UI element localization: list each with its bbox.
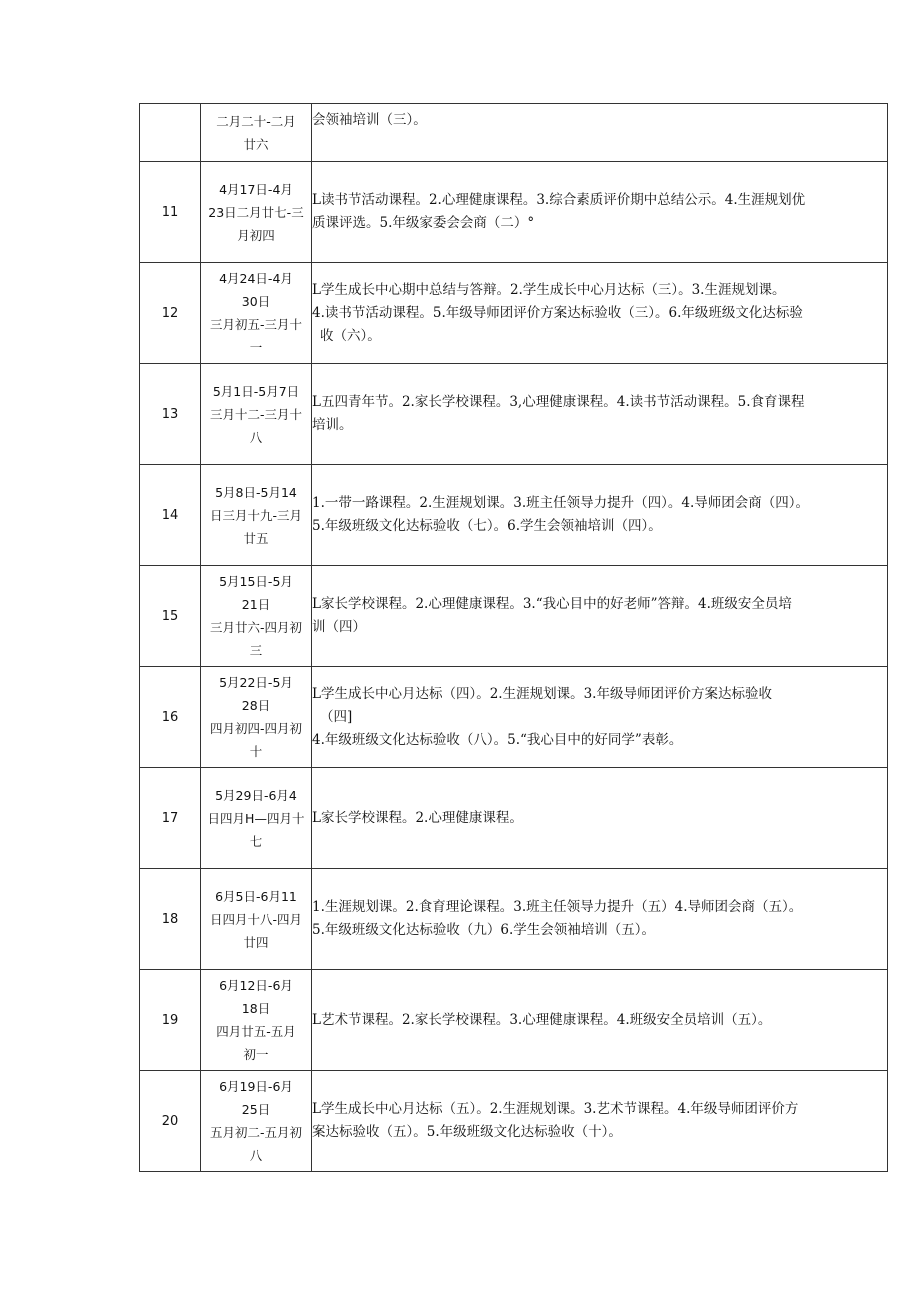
week-cell: 18 bbox=[140, 869, 201, 970]
table-row bbox=[140, 104, 888, 162]
content-cell bbox=[312, 1071, 888, 1172]
date-cell bbox=[201, 667, 312, 768]
week-cell: 15 bbox=[140, 566, 201, 667]
content-line: L学生成长中心期中总结与答辩。2.学生成长中心月达标（三）。3.生涯规划课。 bbox=[312, 281, 786, 298]
content-line: L读书节活动课程。2.心理健康课程。3.综合素质评价期中总结公示。4.生涯规划优 bbox=[312, 192, 806, 208]
date-line: 四月初四-四月初 bbox=[209, 721, 302, 736]
content-line: 4.年级班级文化达标验收（八）。5.“我心目中的好同学”表彰。 bbox=[312, 731, 683, 748]
date-line: 月初四 bbox=[237, 227, 275, 243]
date-line: 18日 bbox=[241, 1001, 271, 1016]
date-line: 6月19日-6月 bbox=[219, 1079, 293, 1094]
table-row bbox=[140, 768, 888, 869]
content-cell bbox=[312, 667, 888, 768]
content-line: 培训。 bbox=[312, 417, 353, 433]
date-line: 七 bbox=[249, 833, 263, 849]
date-line: 5月22日-5月 bbox=[219, 675, 293, 690]
date-line: 日三月十九-三月 bbox=[209, 507, 302, 523]
date-line: 十 bbox=[249, 744, 263, 759]
content-line: L五四青年节。2.家长学校课程。3,心理健康课程。4.读书节活动课程。5.食育课程 bbox=[312, 394, 805, 410]
date-line: 6月12日-6月 bbox=[219, 978, 293, 993]
content-line: 1.生涯规划课。2.食育理论课程。3.班主任领导力提升（五）4.导师团会商（五）。 bbox=[312, 899, 803, 915]
date-line: 二月二十-二月 bbox=[216, 113, 296, 129]
date-line: 6月5日-6月11 bbox=[215, 888, 297, 904]
date-line: 五月初二-五月初 bbox=[209, 1125, 302, 1140]
date-line: 4月17日-4月 bbox=[219, 181, 293, 197]
date-line: 四月廿五-五月 bbox=[216, 1024, 296, 1039]
content-cell bbox=[312, 364, 888, 465]
week-cell: 20 bbox=[140, 1071, 201, 1172]
date-line: 日四月十八-四月 bbox=[209, 911, 302, 927]
date-line: 八 bbox=[249, 1148, 263, 1163]
week-cell: 12 bbox=[140, 263, 201, 364]
date-cell bbox=[201, 566, 312, 667]
table-row bbox=[140, 667, 888, 768]
date-line: 八 bbox=[249, 429, 263, 445]
content-line: L学生成长中心月达标（四）。2.生涯规划课。3.年级导师团评价方案达标验收 bbox=[312, 685, 772, 702]
week-cell bbox=[140, 104, 201, 162]
date-line: 21日 bbox=[241, 597, 271, 612]
date-line: 廿四 bbox=[243, 934, 269, 950]
content-cell bbox=[312, 465, 888, 566]
table-row bbox=[140, 263, 888, 364]
week-cell: 17 bbox=[140, 768, 201, 869]
date-cell bbox=[201, 364, 312, 465]
table-row bbox=[140, 465, 888, 566]
schedule-table bbox=[139, 103, 888, 1172]
date-line: 三月十二-三月十 bbox=[209, 406, 302, 422]
content-line: （四] bbox=[320, 708, 353, 725]
content-cell bbox=[312, 768, 888, 869]
table-row bbox=[140, 1071, 888, 1172]
content-line: 收（六）。 bbox=[320, 327, 381, 344]
week-cell: 16 bbox=[140, 667, 201, 768]
week-cell: 14 bbox=[140, 465, 201, 566]
week-cell: 19 bbox=[140, 970, 201, 1071]
date-cell bbox=[201, 104, 312, 162]
date-line: 三月廿六-四月初 bbox=[209, 620, 302, 635]
content-line: 5.年级班级文化达标验收（九）6.学生会领袖培训（五）。 bbox=[312, 922, 656, 938]
table-row bbox=[140, 970, 888, 1071]
date-line: 28日 bbox=[241, 698, 271, 713]
table-row bbox=[140, 162, 888, 263]
date-line: 日四月H—四月十 bbox=[207, 810, 305, 826]
date-line: 5月15日-5月 bbox=[219, 574, 293, 589]
date-line: 廿六 bbox=[243, 136, 269, 152]
content-line: L学生成长中心月达标（五）。2.生涯规划课。3.艺术节课程。4.年级导师团评价方 bbox=[312, 1101, 799, 1117]
content-line: 5.年级班级文化达标验收（七）。6.学生会领袖培训（四）。 bbox=[312, 518, 662, 534]
date-line: 4月24日-4月 bbox=[219, 271, 293, 286]
content-cell bbox=[312, 263, 888, 364]
schedule-body bbox=[140, 104, 888, 1172]
date-line: 5月1日-5月7日 bbox=[212, 383, 300, 399]
week-cell: 13 bbox=[140, 364, 201, 465]
content-cell bbox=[312, 104, 888, 162]
date-line: 一 bbox=[249, 340, 263, 355]
date-line: 三 bbox=[249, 643, 263, 658]
week-cell: 11 bbox=[140, 162, 201, 263]
content-cell bbox=[312, 162, 888, 263]
content-line: L家长学校课程。2.心理健康课程。 bbox=[312, 809, 523, 826]
date-line: 5月8日-5月14 bbox=[215, 484, 297, 500]
content-line: 质课评选。5.年级家委会会商（二）° bbox=[312, 215, 535, 231]
content-line: 4.读书节活动课程。5.年级导师团评价方案达标验收（三）。6.年级班级文化达标验 bbox=[312, 304, 803, 321]
date-line: 30日 bbox=[241, 294, 271, 309]
content-cell bbox=[312, 869, 888, 970]
content-line: L家长学校课程。2.心理健康课程。3.“我心目中的好老师”答辩。4.班级安全员培 bbox=[312, 596, 792, 612]
date-line: 初一 bbox=[243, 1047, 269, 1062]
content-line: 会领袖培训（三）。 bbox=[312, 112, 427, 128]
date-line: 廿五 bbox=[243, 530, 269, 546]
content-cell bbox=[312, 970, 888, 1071]
date-cell bbox=[201, 869, 312, 970]
content-line: L艺术节课程。2.家长学校课程。3.心理健康课程。4.班级安全员培训（五）。 bbox=[312, 1011, 772, 1028]
date-line: 三月初五-三月十 bbox=[209, 317, 302, 332]
date-cell bbox=[201, 1071, 312, 1172]
date-line: 23日二月廿七-三 bbox=[208, 204, 304, 220]
content-line: 训（四） bbox=[312, 619, 366, 635]
table-row bbox=[140, 566, 888, 667]
table-row bbox=[140, 869, 888, 970]
date-cell bbox=[201, 970, 312, 1071]
date-cell bbox=[201, 162, 312, 263]
content-line: 案达标验收（五）。5.年级班级文化达标验收（十）。 bbox=[312, 1124, 622, 1140]
date-cell bbox=[201, 768, 312, 869]
date-cell bbox=[201, 465, 312, 566]
content-cell bbox=[312, 566, 888, 667]
table-row bbox=[140, 364, 888, 465]
date-line: 25日 bbox=[241, 1102, 271, 1117]
date-line: 5月29日-6月4 bbox=[215, 787, 297, 803]
date-cell bbox=[201, 263, 312, 364]
content-line: 1.一带一路课程。2.生涯规划课。3.班主任领导力提升（四）。4.导师团会商（四）。 bbox=[312, 495, 810, 511]
